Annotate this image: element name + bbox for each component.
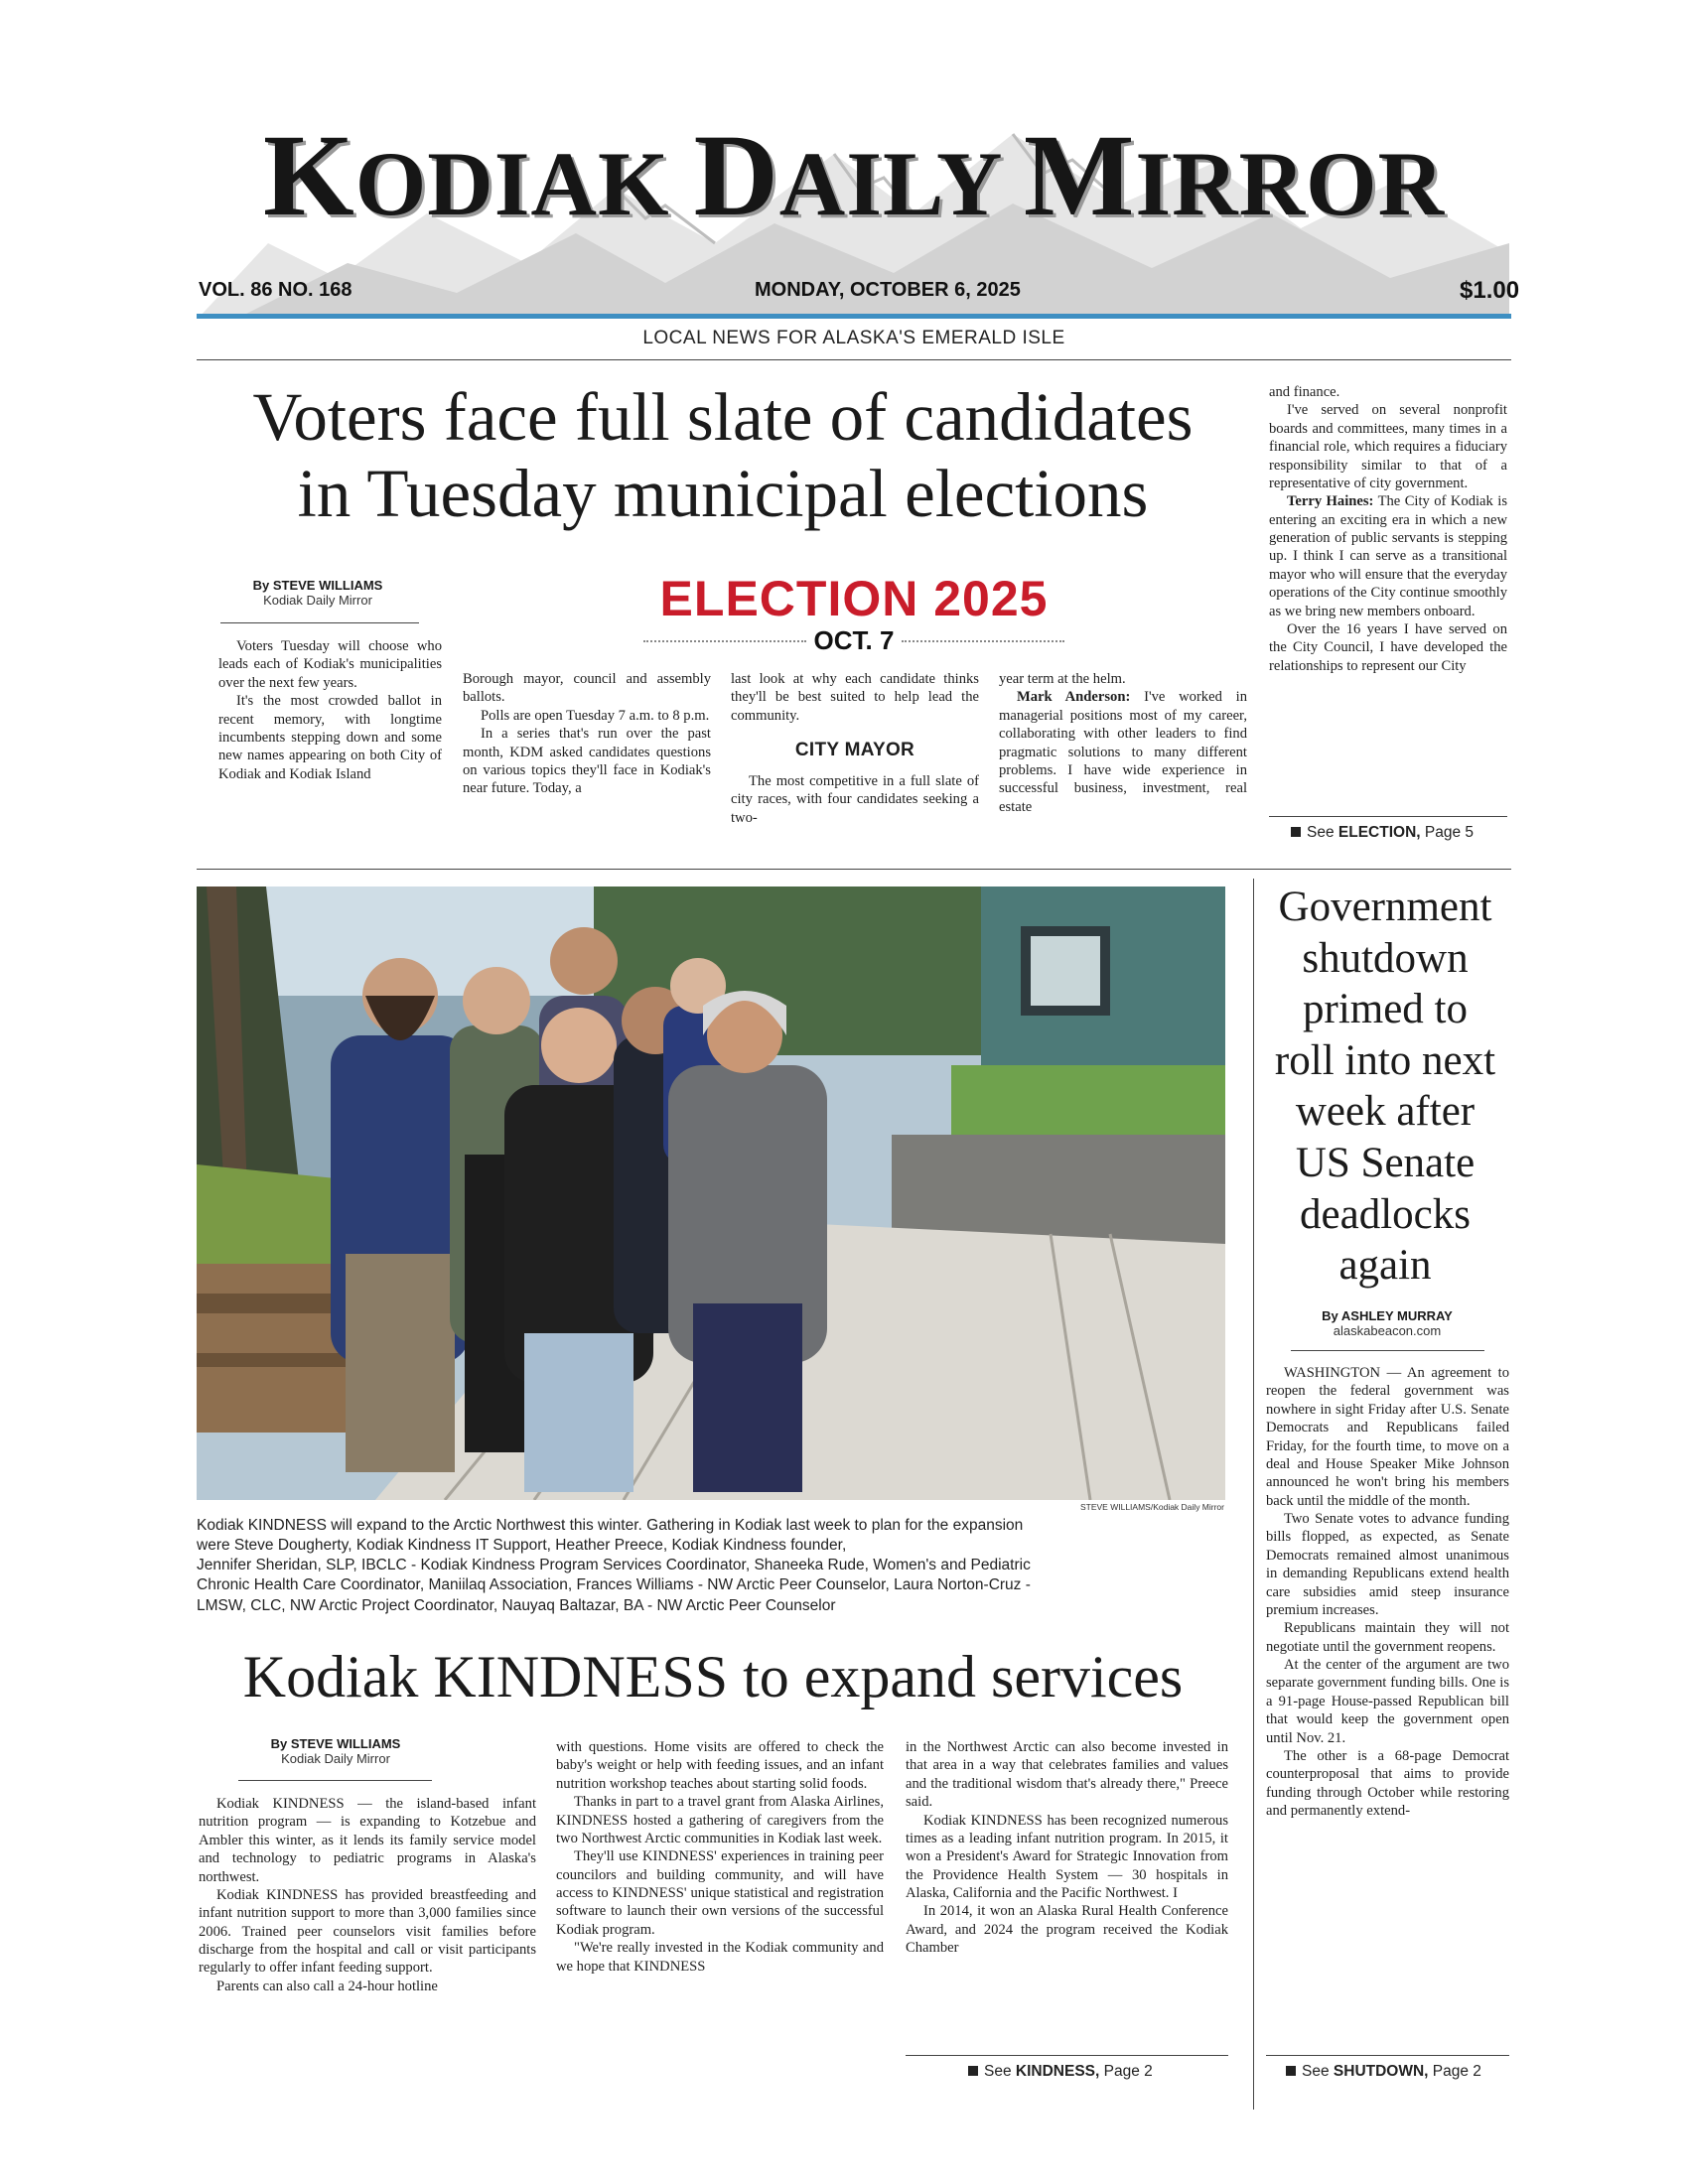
kindness-jump-link[interactable]: See KINDNESS, Page 2 xyxy=(968,2063,1153,2081)
square-bullet-icon xyxy=(1286,2066,1296,2076)
kindness-headline: Kodiak KINDNESS to expand services xyxy=(242,1644,1184,1709)
election-2025-logo: ELECTION 2025 OCT. 7 xyxy=(635,574,1072,656)
group-photo xyxy=(197,887,1225,1500)
shutdown-jump-rule xyxy=(1266,2055,1509,2056)
lead-byline: By STEVE WILLIAMS Kodiak Daily Mirror xyxy=(252,578,383,608)
tagline: LOCAL NEWS FOR ALASKA'S EMERALD ISLE xyxy=(642,328,1065,348)
photo-caption: Kodiak KINDNESS will expand to the Arctic Northwest this winter. Gathering in Kodiak last week to plan for the expansion were Steve Dougherty, Kodiak Kindness IT Support, Heather Preece, Kodiak Kindness founder, Jennifer Sheridan, SLP, IBCLC - Kodiak Kindness Program Services Coordinator, Shaneeka Rude, Women's and Pediatric Chronic Health Care Coordinator, Maniilaq Association, Frances Williams - NW Arctic Peer Counselor, Laura Norton-Cruz - LMSW, CLC, NW Arctic Project Coordinator, Nauyaq Baltazar, BA - NW Arctic Peer Counselor xyxy=(197,1517,1031,1614)
kindness-column-1: Kodiak KINDNESS — the island-based infant nutrition program — is expanding to Kotzebue and Ambler this winter, as it lends its family service model and technology to pediatric programs in Alaska's northwest. Kodiak KINDNESS has provided breastfeeding and infant nutrition support to more than 3,000 families since 2006. Trained peer counselors visit families before discharge from the hospital and call or visit participants regularly to offer infant feeding support. Parents can also call a 24-hour hotline xyxy=(199,1796,536,1994)
newspaper-nameplate: KODIAK DAILY MIRROR xyxy=(262,110,1446,240)
issue-date: MONDAY, OCTOBER 6, 2025 xyxy=(755,279,1021,301)
section-divider xyxy=(197,869,1511,870)
shutdown-body: WASHINGTON — An agreement to reopen the federal government was nowhere in sight Friday after U.S. Senate Democrats and Republicans failed Friday, for the fourth time, to move on a deal and House Speaker Mike Johnson announced he won't bring his members back until the middle of the month. Two Senate votes to advance funding bills flopped, as expected, as Senate Democrats remained almost unanimous in demanding Republicans extend health care subsidies amid steep insurance premium increases. Republicans maintain they will not negotiate until the government reopens. At the center of the argument are two separate government funding bills. One is a 91-page House-passed Republican bill that would keep the government open until Nov. 21. The other is a 68-page Democrat counterproposal that aims to provide funding through October while restoring and permanently extend- xyxy=(1266,1365,1509,1819)
byline-rule xyxy=(220,622,419,623)
lead-column-5: and finance. I've served on several nonprofit boards and committees, many times in a financial role, which requires a fiduciary responsibility similar to that of a representative of city government. Terry Haines: The City of Kodiak is entering an exciting era in which a new generation of public servants is stepping up. I think I can serve as a transitional mayor who will ensure that the everyday operations of the City continue smoothly as we bring new members onboard. Over the 16 years I have served on the City Council, I have developed the relationships to represent our City xyxy=(1269,384,1507,674)
issue-price: $1.00 xyxy=(1460,277,1520,304)
lead-headline: Voters face full slate of candidates in Tuesday municipal elections xyxy=(252,379,1194,532)
city-mayor-subhead: CITY MAYOR xyxy=(794,740,915,761)
kindness-byline-rule xyxy=(238,1780,432,1781)
square-bullet-icon xyxy=(1291,827,1301,837)
column-divider xyxy=(1253,879,1254,2110)
lead-column-2: Borough mayor, council and assembly ballots. Polls are open Tuesday 7 a.m. to 8 p.m. In a series that's run over the past month, KDM asked candidates questions on various topics they'll face in Kodiak's near future. Today, a xyxy=(463,671,711,797)
tagline-divider xyxy=(197,359,1511,360)
masthead-rule xyxy=(197,314,1511,319)
election-jump-link[interactable]: See ELECTION, Page 5 xyxy=(1291,824,1474,842)
volume-number: VOL. 86 NO. 168 xyxy=(199,279,352,301)
lead-column-3: last look at why each candidate thinks they'll be best suited to help lead the community. CITY MAYOR The most competitive in a full slate of city races, with four candidates seeking a two- xyxy=(731,671,979,826)
kindness-jump-rule xyxy=(906,2055,1228,2056)
shutdown-jump-link[interactable]: See SHUTDOWN, Page 2 xyxy=(1286,2063,1481,2081)
kindness-column-3: in the Northwest Arctic can also become invested in that area in a way that celebrates families and values and the traditional wisdom that's already there," Preece said. Kodiak KINDNESS has been recognized numerous times as a leading infant nutrition program. In 2015, it won a President's Award for Strategic Innovation from the Providence Health System — 30 hospitals in Alaska, California and the Pacific Northwest. I In 2014, it won an Alaska Rural Health Conference Award, and 2024 the program received the Kodiak Chamber xyxy=(906,1739,1228,1957)
kindness-column-2: with questions. Home visits are offered to check the baby's weight or help with feeding issues, and an infant nutrition workshop teaches about starting solid foods. Thanks in part to a travel grant from Alaska Airlines, KINDNESS hosted a gathering of caregivers from the two Northwest Arctic communities in Kodiak last week. They'll use KINDNESS' experiences in training peer councilors and building community, and will have access to KINDNESS' unique statistical and registration software to launch their own versions of the successful Kodiak program. "We're really invested in the Kodiak community and we hope that KINDNESS xyxy=(556,1739,884,1975)
kindness-byline: By STEVE WILLIAMS Kodiak Daily Mirror xyxy=(270,1736,401,1766)
shutdown-headline: Government shutdown primed to roll into next week after US Senate deadlocks again xyxy=(1274,884,1496,1290)
lead-column-4: year term at the helm. Mark Anderson: I've worked in managerial positions most of my career, collaborating with other leaders to find pragmatic solutions to many different problems. I have wide experience in successful business, investment, real estate xyxy=(999,671,1247,815)
election-jump-rule xyxy=(1269,816,1507,817)
shutdown-byline: By ASHLEY MURRAY alaskabeacon.com xyxy=(1322,1308,1453,1338)
photo-credit: STEVE WILLIAMS/Kodiak Daily Mirror xyxy=(1079,1502,1224,1512)
shutdown-byline-rule xyxy=(1291,1350,1484,1351)
lead-column-1: Voters Tuesday will choose who leads each of Kodiak's municipalities over the next few years. It's the most crowded ballot in recent memory, with longtime incumbents stepping down and some new names appearing on both City of Kodiak and Kodiak Island xyxy=(218,638,442,782)
square-bullet-icon xyxy=(968,2066,978,2076)
